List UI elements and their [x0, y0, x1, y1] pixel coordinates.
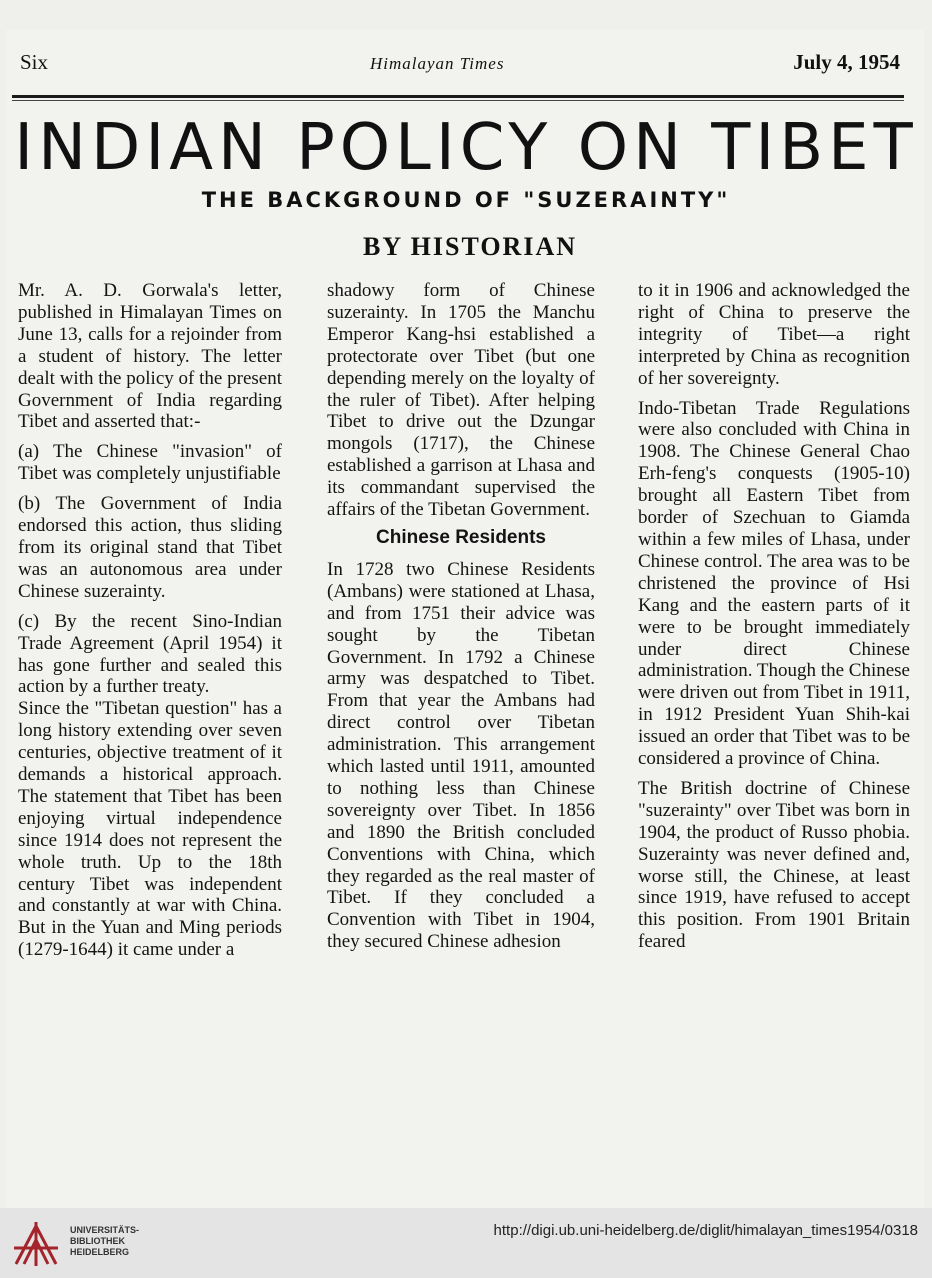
permalink[interactable]: http://digi.ub.uni-heidelberg.de/diglit/himalayan_times1954/0318 [493, 1222, 918, 1239]
paragraph: In 1728 two Chinese Residents (Ambans) were stationed at Lhasa, and from 1751 their advice was sought by the Tibetan Government. In 1792 a Chinese army was despatched to Tibet. From that year the Ambans had direct control over Tibetan administration. This arrangement which lasted until 1911, amounted to nothing less than Chinese sovereignty over Tibet. In 1856 and 1890 the British concluded Conventions with China, which they regarded as the real master of Tibet. If they concluded a Convention with Tibet in 1904, they secured Chinese adhesion [327, 558, 595, 953]
page-number: Six [20, 50, 49, 74]
article-column-2 [327, 280, 595, 953]
paragraph: The British doctrine of Chinese "suzerainty" over Tibet was born in 1904, the product of Russo phobia. Suzerainty was never defined and, worse still, the Chinese, at least since 1919, have refused to accept this position. From 1901 Britain feared [638, 777, 910, 953]
article-column-1 [18, 280, 282, 961]
subheadline: THE BACKGROUND OF "SUZERAINTY" [201, 188, 731, 212]
issue-date: July 4, 1954 [793, 50, 900, 74]
header-rule-thin [12, 100, 904, 101]
paragraph: (b) The Government of India endorsed this action, thus sliding from its original stand that Tibet was an autonomous area under Chinese suzerainty. [18, 493, 282, 602]
paragraph: Since the "Tibetan question" has a long history extending over seven centuries, objective treatment of it demands a historical approach. The statement that Tibet has been enjoying virtual independence since 1914 does not represent the whole truth. Up to the 18th century Tibet was independent and constantly at war with China. But in the Yuan and Ming periods (1279-1644) it came under a [18, 698, 282, 961]
header-rule [12, 95, 904, 98]
paragraph: (c) By the recent Sino-Indian Trade Agreement (April 1954) it has gone further and sealed this action by a further treaty. [18, 610, 282, 698]
paragraph: to it in 1906 and acknowledged the right of China to preserve the integrity of Tibet—a right interpreted by China as recognition of her sovereignty. [638, 280, 910, 389]
viewer-footer [0, 1208, 932, 1278]
paragraph: Mr. A. D. Gorwala's letter, published in Himalayan Times on June 13, calls for a rejoinder from a student of history. The letter dealt with the policy of the present Government of India regarding Tibet and asserted that:- [18, 280, 282, 433]
library-name: UNIVERSITÄTS- BIBLIOTHEK HEIDELBERG [70, 1225, 140, 1257]
paragraph: Indo-Tibetan Trade Regulations were also concluded with China in 1908. The Chinese General Chao Erh-feng's conquests (1905-10) brought all Eastern Tibet from border of Szechuan to Giamda within a few miles of Lhasa, under Chinese control. The area was to be christened the province of Hsi Kang and the eastern parts of it were to be brought immediately under direct Chinese administration. Though the Chinese were driven out from Tibet in 1911, in 1912 President Yuan Shih-kai issued an order that Tibet was to be considered a province of China. [638, 397, 910, 770]
section-heading: Chinese Residents [376, 526, 546, 548]
paragraph: shadowy form of Chinese suzerainty. In 1705 the Manchu Emperor Kang-hsi established a protectorate over Tibet (but one depending merely on the loyalty of the ruler of Tibet). After helping Tibet to drive out the Dzungar mongols (1717), the Chinese established a garrison at Lhasa and its commandant supervised the affairs of the Tibetan Government. [327, 280, 595, 521]
library-logo-icon[interactable] [12, 1218, 60, 1268]
headline: INDIAN POLICY ON TIBET [14, 111, 918, 185]
paragraph: (a) The Chinese "invasion" of Tibet was completely unjustifiable [18, 441, 282, 485]
article-column-3 [638, 280, 910, 953]
byline: BY HISTORIAN [363, 232, 577, 261]
masthead: Himalayan Times [370, 54, 505, 73]
